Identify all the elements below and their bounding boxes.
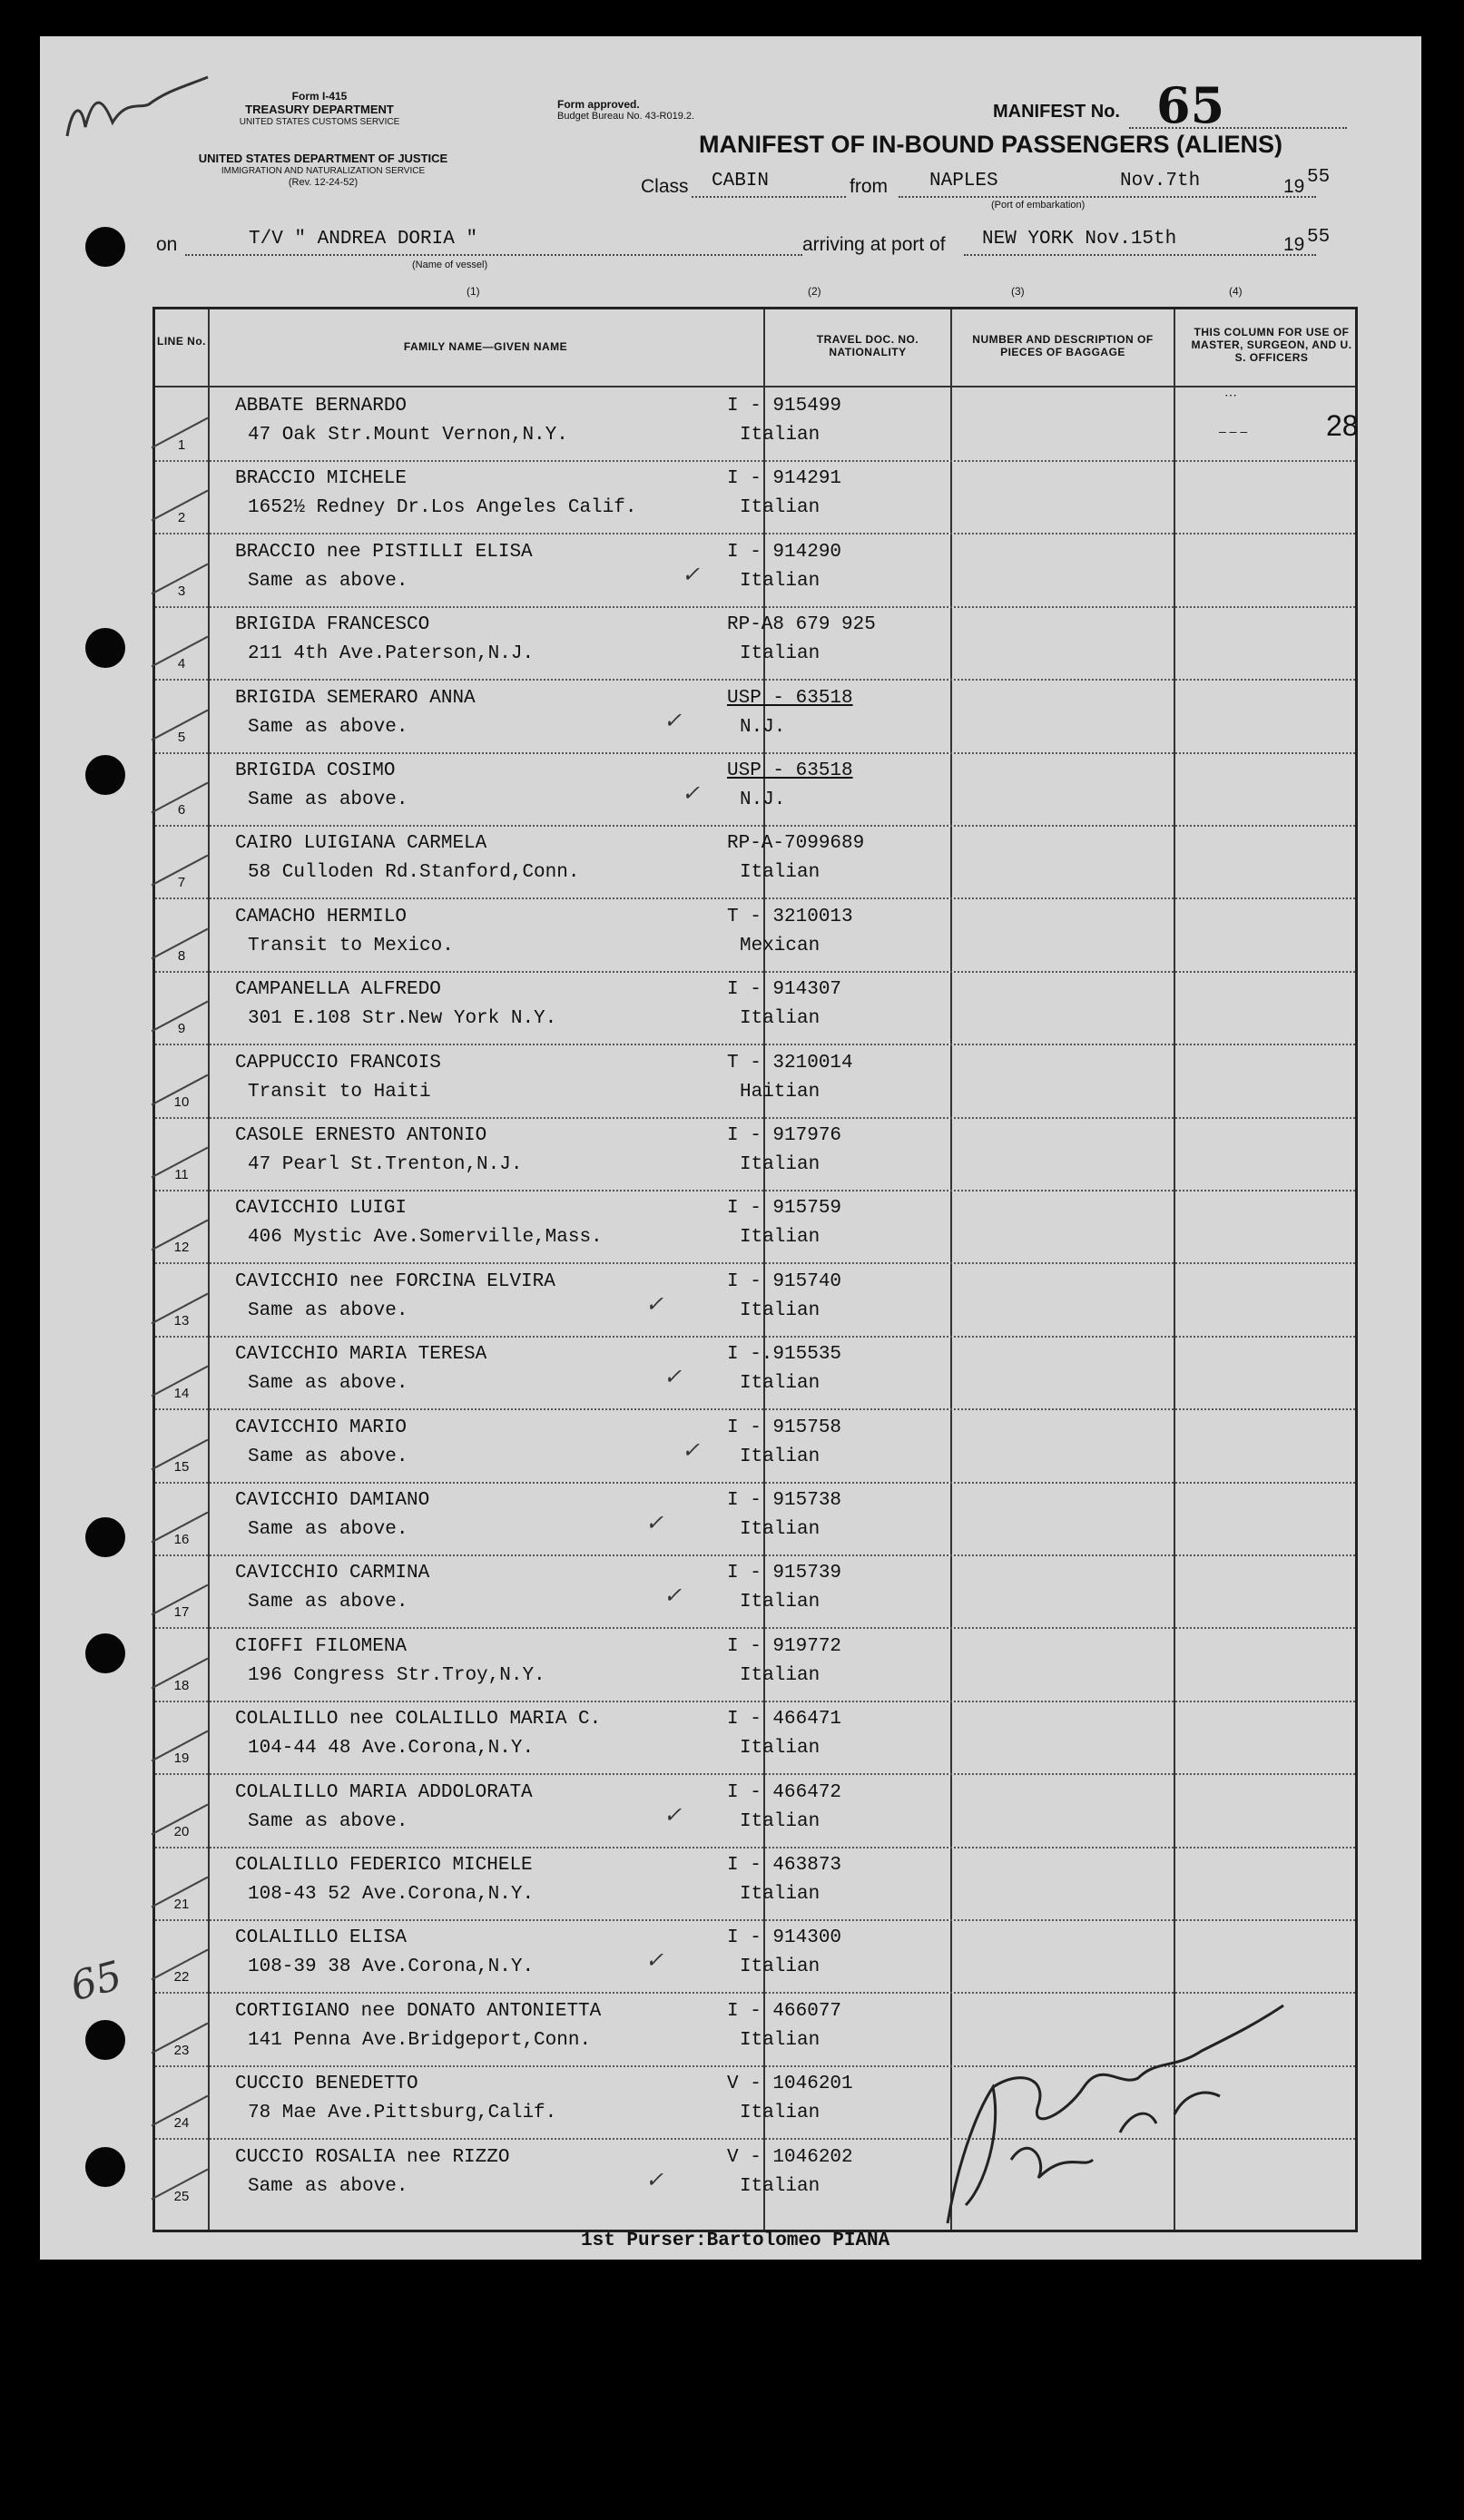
passenger-address: 108-43 52 Ave.Corona,N.Y. <box>248 1884 535 1905</box>
passenger-name: CAMPANELLA ALFREDO <box>235 979 441 1001</box>
year-prefix-2: 19 <box>1283 234 1305 255</box>
line-number: 7 <box>177 875 186 891</box>
passenger-address: Transit to Mexico. <box>248 935 454 956</box>
line-number: 18 <box>173 1677 190 1693</box>
travel-doc-number: USP - 63518 <box>727 760 853 781</box>
nationality: N.J. <box>740 789 786 810</box>
check-mark: ✓ <box>663 707 683 733</box>
travel-doc-number: T - 3210013 <box>727 906 853 927</box>
passenger-name: CAVICCHIO MARIO <box>235 1417 408 1438</box>
check-mark: ✓ <box>663 1801 683 1828</box>
line-number: 24 <box>173 2115 190 2132</box>
header-divider <box>155 386 1355 387</box>
passenger-name: CUCCIO ROSALIA nee RIZZO <box>235 2146 510 2168</box>
travel-doc-number: I - 917976 <box>727 1125 842 1146</box>
nationality: Italian <box>740 1810 820 1832</box>
nationality: Italian <box>740 1884 820 1905</box>
nationality: Italian <box>740 1738 820 1760</box>
header-officers: THIS COLUMN FOR USE OF MASTER, SURGEON, AND U. S. OFFICERS <box>1191 326 1352 364</box>
line-number: 2 <box>177 510 186 526</box>
nationality: Mexican <box>740 935 820 956</box>
line-number: 9 <box>177 1021 186 1037</box>
check-mark: ✓ <box>645 2166 664 2192</box>
vessel-name: T/V " ANDREA DORIA " <box>249 229 478 250</box>
line-number: 19 <box>173 1750 190 1767</box>
passenger-address: 47 Oak Str.Mount Vernon,N.Y. <box>248 425 568 446</box>
travel-doc-number: I - 914300 <box>727 1927 842 1949</box>
passenger-address: Same as above. <box>248 1810 408 1832</box>
travel-doc-number: RP-A8 679 925 <box>727 614 876 636</box>
col-number-3: (3) <box>1011 285 1025 298</box>
nationality: Italian <box>740 1956 820 1978</box>
class-value: CABIN <box>712 171 770 191</box>
nationality: Italian <box>740 570 820 592</box>
travel-doc-number: V - 1046202 <box>727 2146 853 2168</box>
revision-label: (Rev. 12-24-52) <box>288 177 359 188</box>
travel-doc-number: I - 466471 <box>727 1709 842 1731</box>
check-mark: ✓ <box>663 1583 683 1609</box>
binder-hole <box>85 2147 125 2187</box>
nationality: Italian <box>740 1446 820 1467</box>
passenger-name: CAMACHO HERMILO <box>235 906 408 927</box>
line-number: 14 <box>173 1386 190 1402</box>
line-number: 8 <box>177 947 186 964</box>
line-number: 10 <box>173 1093 190 1110</box>
table-row <box>155 826 1355 898</box>
arriving-label: arriving at port of <box>802 234 946 255</box>
line-number: 4 <box>177 656 186 672</box>
passenger-address: Transit to Haiti <box>248 1081 431 1103</box>
binder-hole <box>85 227 125 267</box>
check-mark: ✓ <box>645 1510 664 1535</box>
passenger-name: COLALILLO MARIA ADDOLORATA <box>235 1781 533 1803</box>
nationality: Italian <box>740 862 820 884</box>
table-row <box>155 972 1355 1044</box>
year-prefix-1: 19 <box>1283 176 1305 197</box>
line-number: 20 <box>173 1823 190 1839</box>
handwritten-signature <box>911 1951 1311 2250</box>
table-row <box>155 1337 1355 1409</box>
passenger-address: 108-39 38 Ave.Corona,N.Y. <box>248 1956 535 1978</box>
purser-signature: 1st Purser:Bartolomeo PIANA <box>581 2231 890 2251</box>
header-name: FAMILY NAME—GIVEN NAME <box>403 340 568 353</box>
binder-hole <box>85 628 125 668</box>
passenger-name: COLALILLO FEDERICO MICHELE <box>235 1855 533 1876</box>
passenger-name: ABBATE BERNARDO <box>235 396 408 417</box>
on-label: on <box>156 234 178 255</box>
passenger-address: Same as above. <box>248 1519 408 1540</box>
table-row <box>155 1701 1355 1774</box>
passenger-name: CORTIGIANO nee DONATO ANTONIETTA <box>235 2000 602 2022</box>
passenger-name: CUCCIO BENEDETTO <box>235 2074 418 2095</box>
line-number: 25 <box>173 2188 190 2204</box>
table-row <box>155 1410 1355 1483</box>
passenger-address: 141 Penna Ave.Bridgeport,Conn. <box>248 2029 592 2051</box>
from-label: from <box>850 176 888 197</box>
manifest-label: MANIFEST No. <box>993 102 1120 122</box>
arrival-port-date: NEW YORK Nov.15th <box>982 229 1177 250</box>
table-row <box>155 1118 1355 1191</box>
travel-doc-number: I - 915758 <box>727 1417 842 1438</box>
page-title: MANIFEST OF IN-BOUND PASSENGERS (ALIENS) <box>699 131 1283 158</box>
travel-doc-number: I - 463873 <box>727 1855 842 1876</box>
line-number: 23 <box>173 2042 190 2058</box>
port-caption: (Port of embarkation) <box>991 200 1086 211</box>
col-number-4: (4) <box>1229 285 1243 298</box>
passenger-address: 58 Culloden Rd.Stanford,Conn. <box>248 862 580 884</box>
passenger-address: 47 Pearl St.Trenton,N.J. <box>248 1154 523 1175</box>
passenger-name: CAIRO LUIGIANA CARMELA <box>235 833 487 855</box>
nationality: Italian <box>740 497 820 519</box>
nationality: Italian <box>740 425 820 446</box>
table-row <box>155 899 1355 972</box>
travel-doc-number: I - 915499 <box>727 396 842 417</box>
margin-note: 65 <box>65 1952 127 2011</box>
passenger-address: 406 Mystic Ave.Somerville,Mass. <box>248 1227 603 1249</box>
travel-doc-number: USP - 63518 <box>727 687 853 709</box>
travel-doc-number: I - 914291 <box>727 468 842 490</box>
budget-label: Budget Bureau No. 43-R019.2. <box>557 111 695 122</box>
passenger-address: Same as above. <box>248 1592 408 1613</box>
ins-label: IMMIGRATION AND NATURALIZATION SERVICE <box>221 166 426 176</box>
approved-label: Form approved. <box>557 98 640 111</box>
nationality: Italian <box>740 1299 820 1321</box>
check-mark: ✓ <box>682 780 701 806</box>
passenger-address: 78 Mae Ave.Pittsburg,Calif. <box>248 2103 557 2124</box>
check-mark: ✓ <box>663 1364 683 1390</box>
line-number: 13 <box>173 1312 190 1329</box>
binder-hole <box>85 1633 125 1673</box>
vessel-caption: (Name of vessel) <box>412 260 488 270</box>
nationality: Italian <box>740 1664 820 1686</box>
passenger-address: Same as above. <box>248 789 408 810</box>
travel-doc-number: I - 919772 <box>727 1635 842 1657</box>
binder-hole <box>85 755 125 795</box>
travel-doc-number: I - 466077 <box>727 2000 842 2022</box>
passenger-name: BRACCIO nee PISTILLI ELISA <box>235 541 533 563</box>
table-row <box>155 1264 1355 1337</box>
nationality: Italian <box>740 1519 820 1540</box>
header-line-no: LINE No. <box>157 335 206 348</box>
line-number: 15 <box>173 1458 190 1475</box>
passenger-name: CIOFFI FILOMENA <box>235 1635 408 1657</box>
nationality: Italian <box>740 2175 820 2197</box>
passenger-name: CAPPUCCIO FRANCOIS <box>235 1052 441 1074</box>
passenger-name: BRIGIDA COSIMO <box>235 760 396 781</box>
passenger-name: COLALILLO nee COLALILLO MARIA C. <box>235 1709 602 1731</box>
nationality: Italian <box>740 1008 820 1030</box>
passenger-name: CAVICCHIO LUIGI <box>235 1198 408 1220</box>
nationality: Italian <box>740 1227 820 1249</box>
travel-doc-number: I - 915738 <box>727 1490 842 1511</box>
line-number: 5 <box>177 729 186 745</box>
line-number: 16 <box>173 1532 190 1547</box>
officer-mark: ⋯ <box>1224 387 1237 402</box>
travel-doc-number: V - 1046201 <box>727 2074 853 2095</box>
check-mark: ✓ <box>682 561 701 587</box>
from-underline <box>899 196 1316 198</box>
line-number: 1 <box>177 437 186 453</box>
nationality: Italian <box>740 1592 820 1613</box>
travel-doc-number: T - 3210014 <box>727 1052 853 1074</box>
passenger-name: COLALILLO ELISA <box>235 1927 408 1949</box>
header-doc: TRAVEL DOC. NO. NATIONALITY <box>816 333 919 358</box>
line-number: 21 <box>173 1897 190 1912</box>
passenger-address: Same as above. <box>248 716 408 738</box>
from-date: Nov.7th <box>1120 171 1201 191</box>
class-underline <box>692 196 846 198</box>
passenger-name: BRACCIO MICHELE <box>235 468 408 490</box>
travel-doc-number: I - 466472 <box>727 1781 842 1803</box>
nationality: N.J. <box>740 716 786 738</box>
from-value: NAPLES <box>929 171 998 191</box>
arrival-underline <box>964 254 1316 256</box>
table-row <box>155 1483 1355 1555</box>
passenger-address: Same as above. <box>248 2175 408 2197</box>
line-number: 12 <box>173 1240 190 1256</box>
line-number: 3 <box>177 583 186 599</box>
travel-doc-number: I - 915759 <box>727 1198 842 1220</box>
officer-note: 28 <box>1326 409 1359 442</box>
table-row <box>155 681 1355 753</box>
table-row <box>155 1045 1355 1118</box>
table-row <box>155 1848 1355 1920</box>
binder-hole <box>85 2020 125 2060</box>
nationality: Italian <box>740 2029 820 2051</box>
nationality: Italian <box>740 2103 820 2124</box>
manifest-underline <box>1129 127 1347 129</box>
manifest-page <box>40 36 1421 2260</box>
line-number: 6 <box>177 802 186 818</box>
year-suffix-2: 55 <box>1307 227 1331 248</box>
passenger-name: BRIGIDA FRANCESCO <box>235 614 430 636</box>
table-row <box>155 1555 1355 1628</box>
passenger-table <box>152 307 1358 2232</box>
officer-mark: – – – <box>1219 424 1248 438</box>
table-row <box>155 1775 1355 1848</box>
vessel-underline <box>185 254 802 256</box>
passenger-address: Same as above. <box>248 1299 408 1321</box>
table-row <box>155 534 1355 607</box>
travel-doc-number: I - 914307 <box>727 979 842 1001</box>
check-mark: ✓ <box>682 1436 701 1463</box>
customs-label: UNITED STATES CUSTOMS SERVICE <box>239 117 400 127</box>
passenger-name: BRIGIDA SEMERARO ANNA <box>235 687 476 709</box>
nationality: Italian <box>740 1154 820 1175</box>
nationality: Haitian <box>740 1081 820 1103</box>
passenger-address: 211 4th Ave.Paterson,N.J. <box>248 643 535 665</box>
passenger-name: CAVICCHIO CARMINA <box>235 1563 430 1584</box>
passenger-address: Same as above. <box>248 570 408 592</box>
passenger-address: 104-44 48 Ave.Corona,N.Y. <box>248 1738 535 1760</box>
passenger-name: CASOLE ERNESTO ANTONIO <box>235 1125 487 1146</box>
table-row <box>155 607 1355 680</box>
passenger-name: CAVICCHIO DAMIANO <box>235 1490 430 1511</box>
passenger-address: 196 Congress Str.Troy,N.Y. <box>248 1664 545 1686</box>
table-row <box>155 753 1355 826</box>
check-mark: ✓ <box>645 1947 664 1974</box>
col-number-2: (2) <box>808 285 821 298</box>
passenger-address: 1652½ Redney Dr.Los Angeles Calif. <box>248 497 637 519</box>
passenger-address: Same as above. <box>248 1446 408 1467</box>
table-row <box>155 461 1355 534</box>
year-suffix-1: 55 <box>1307 167 1331 188</box>
travel-doc-number: I - 914290 <box>727 541 842 563</box>
nationality: Italian <box>740 643 820 665</box>
form-number: Form I-415 <box>291 90 348 103</box>
passenger-name: CAVICCHIO MARIA TERESA <box>235 1344 487 1366</box>
passenger-address: Same as above. <box>248 1373 408 1395</box>
line-number: 22 <box>173 1969 190 1986</box>
line-number: 17 <box>173 1604 190 1621</box>
check-mark: ✓ <box>645 1290 664 1317</box>
passenger-name: CAVICCHIO nee FORCINA ELVIRA <box>235 1270 555 1292</box>
travel-doc-number: I -.915535 <box>727 1344 842 1366</box>
line-number: 11 <box>174 1167 189 1182</box>
class-label: Class <box>641 176 689 197</box>
manifest-number: 65 <box>1156 76 1225 134</box>
treasury-label: TREASURY DEPARTMENT <box>245 103 394 116</box>
header-baggage: NUMBER AND DESCRIPTION OF PIECES OF BAGGAGE <box>972 333 1154 358</box>
col-number-1: (1) <box>467 285 480 298</box>
travel-doc-number: I - 915740 <box>727 1270 842 1292</box>
table-row <box>155 1629 1355 1701</box>
justice-label: UNITED STATES DEPARTMENT OF JUSTICE <box>198 152 448 165</box>
nationality: Italian <box>740 1373 820 1395</box>
travel-doc-number: I - 915739 <box>727 1563 842 1584</box>
table-row <box>155 1191 1355 1263</box>
passenger-address: 301 E.108 Str.New York N.Y. <box>248 1008 557 1030</box>
table-row <box>155 388 1355 461</box>
travel-doc-number: RP-A-7099689 <box>727 833 865 855</box>
binder-hole <box>85 1517 125 1557</box>
